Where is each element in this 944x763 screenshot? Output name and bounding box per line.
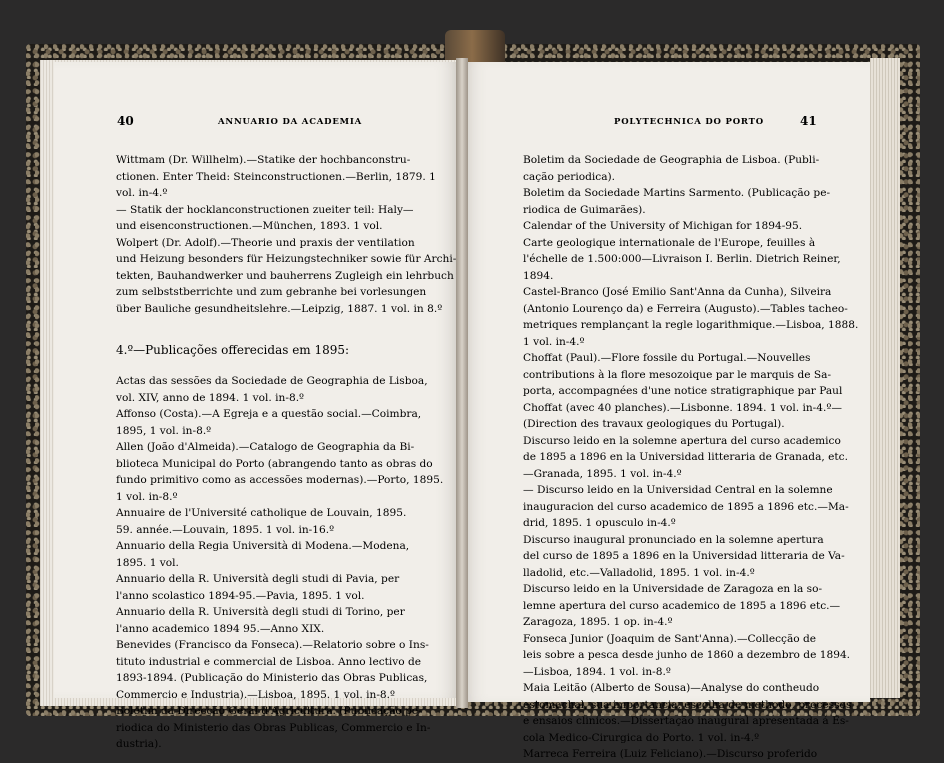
text-line: 1895. 1 vol. bbox=[116, 556, 179, 569]
text-line: Actas das sessões da Sociedade de Geographia de Lisboa, bbox=[116, 375, 428, 387]
text-line: dustria). bbox=[116, 738, 162, 750]
text-line: vol. XIV, anno de 1894. 1 vol. in-8.º bbox=[116, 391, 305, 404]
text-line: 1893-1894. (Publicação do Ministerio das Obras Publicas, bbox=[116, 672, 428, 684]
right-page-edges bbox=[870, 58, 900, 698]
right-page-text bbox=[523, 152, 859, 763]
text-line: inauguracion del curso academico de 1895 a 1896 etc.—Ma- bbox=[523, 500, 849, 513]
text-line: lladolid, etc.—Valladolid, 1895. 1 vol. in-4.º bbox=[523, 566, 755, 579]
text-line: Wittmam (Dr. Willhelm).—Statike der hochbanconstru- bbox=[116, 154, 411, 166]
section-gap bbox=[116, 365, 416, 373]
left-running-head: ANNUARIO DA ACADEMIA bbox=[218, 117, 362, 127]
text-line: Zaragoza, 1895. 1 op. in-4.º bbox=[523, 616, 673, 628]
text-line: — Discurso leido en la Universidad Central en la solemne bbox=[523, 484, 833, 496]
text-line: Boletim da Direcção Geral d'Agricultura. (Publicação pe- bbox=[116, 705, 422, 717]
text-line: fundo primitivo como as accessões modernas).—Porto, 1895. bbox=[116, 474, 444, 486]
right-page-number: 41 bbox=[800, 114, 817, 128]
text-line: Discurso inaugural pronunciado en la solemne apertura bbox=[523, 533, 824, 546]
text-line: tekten, Bauhandwerker und bauherrens Zugleigh ein lehrbuch bbox=[116, 269, 454, 282]
text-line: (Direction des travaux geologiques du Portugal). bbox=[523, 418, 785, 430]
text-line: l'anno academico 1894 95.—Anno XIX. bbox=[116, 622, 325, 635]
text-line: del curso de 1895 a 1896 en la Universidad litteraria de Va- bbox=[523, 550, 845, 562]
text-line: Allen (João d'Almeida).—Catalogo de Geographia da Bi- bbox=[116, 441, 415, 453]
text-line: estomachal, sua importancia, escolha de methodo, processos bbox=[523, 698, 852, 711]
text-line: Boletim da Sociedade de Geographia de Lisboa. (Publi- bbox=[523, 154, 820, 166]
text-line: Annuario della R. Università degli studi di Pavia, per bbox=[116, 573, 400, 585]
text-line: 1895, 1 vol. in-8.º bbox=[116, 424, 212, 437]
text-line: l'anno scolastico 1894-95.—Pavia, 1895. 1 vol. bbox=[116, 589, 365, 602]
text-line: Annuario della R. Università degli studi di Torino, per bbox=[116, 606, 405, 618]
text-line: Marreca Ferreira (Luiz Feliciano).—Discurso proferido bbox=[523, 748, 818, 760]
text-line: Carte geologique internationale de l'Europe, feuilles à bbox=[523, 236, 816, 249]
text-line: 1 vol. in-8.º bbox=[116, 490, 178, 503]
text-line: vol. in-4.º bbox=[116, 187, 168, 199]
text-line: Choffat (Paul).—Flore fossile du Portugal.—Nouvelles bbox=[523, 352, 811, 364]
text-line: tituto industrial e commercial de Lisboa. Anno lectivo de bbox=[116, 655, 422, 668]
text-line: und Heizung besonders für Heizungstechniker sowie für Archi- bbox=[116, 253, 457, 265]
text-line: Choffat (avec 40 planches).—Lisbonne. 1894. 1 vol. in-4.º— bbox=[523, 401, 842, 414]
text-line: Fonseca Junior (Joaquim de Sant'Anna).—Collecção de bbox=[523, 632, 817, 645]
text-line: porta, accompagnées d'une notice stratigraphique par Paul bbox=[523, 385, 843, 397]
text-line: zum selbststberrichte und zum gebranhe bei vorlesungen bbox=[116, 286, 427, 298]
text-line: —Lisboa, 1894. 1 vol. in-8.º bbox=[523, 665, 671, 678]
text-line: — Statik der hocklanconstructionen zueiter teil: Haly— bbox=[116, 203, 414, 216]
text-line: lemne apertura del curso academico de 1895 a 1896 etc.— bbox=[523, 599, 841, 612]
text-line: Boletim da Sociedade Martins Sarmento. (Publicação pe- bbox=[523, 187, 831, 199]
text-line: 1894. bbox=[523, 269, 554, 282]
text-line: riodica do Ministerio das Obras Publicas, Commercio e In- bbox=[116, 721, 431, 734]
text-line: Wolpert (Dr. Adolf).—Theorie und praxis der ventilation bbox=[116, 236, 415, 249]
right-running-head: POLYTECHNICA DO PORTO bbox=[614, 117, 764, 127]
text-line: ctionen. Enter Theid: Steinconstructionen.—Berlin, 1879. 1 bbox=[116, 170, 436, 183]
left-page-number: 40 bbox=[117, 114, 134, 128]
text-line: Calendar of the University of Michigan for 1894-95. bbox=[523, 220, 803, 232]
text-line: Annuaire de l'Université catholique de Louvain, 1895. bbox=[116, 507, 407, 519]
text-line: (Antonio Lourenço da) e Ferreira (Augusto).—Tables tacheo- bbox=[523, 302, 848, 315]
text-line: Castel-Branco (José Emilio Sant'Anna da Cunha), Silveira bbox=[523, 286, 832, 298]
section-gap bbox=[116, 317, 416, 335]
section-heading: 4.º—Publicações offerecidas em 1895: bbox=[116, 343, 350, 357]
text-line: metriques remplançant la regle logarithmique.—Lisboa, 1888. bbox=[523, 319, 859, 331]
book-gutter bbox=[456, 58, 468, 708]
text-line: cola Medico-Cirurgica do Porto. 1 vol. in-4.º bbox=[523, 731, 760, 744]
text-line: 1 vol. in-4.º bbox=[523, 335, 585, 348]
text-line: Maia Leitão (Alberto de Sousa)—Analyse do contheudo bbox=[523, 682, 820, 694]
text-line: Commercio e Industria).—Lisboa, 1895. 1 vol. in-8.º bbox=[116, 688, 396, 701]
text-line: Benevides (Francisco da Fonseca).—Relatorio sobre o Ins- bbox=[116, 639, 429, 651]
text-line: 59. année.—Louvain, 1895. 1 vol. in-16.º bbox=[116, 523, 335, 536]
text-line: blioteca Municipal do Porto (abrangendo tanto as obras do bbox=[116, 457, 433, 470]
text-line: leis sobre a pesca desde junho de 1860 a dezembro de 1894. bbox=[523, 649, 851, 661]
text-line: e ensaios clinicos.—Dissertação inaugural apresentada á Es- bbox=[523, 715, 849, 727]
text-line: und eisenconstructionen.—München, 1893. 1 vol. bbox=[116, 220, 383, 232]
text-line: Discurso leido en la Universidade de Zaragoza en la so- bbox=[523, 583, 823, 595]
left-page-text bbox=[116, 152, 457, 753]
text-line: cação periodica). bbox=[523, 170, 616, 183]
text-line: contributions à la flore mesozoique par le marquis de Sa- bbox=[523, 368, 832, 381]
text-line: de 1895 a 1896 en la Universidad litteraria de Granada, etc. bbox=[523, 451, 848, 463]
text-line: Affonso (Costa).—A Egreja e a questão social.—Coimbra, bbox=[116, 408, 422, 420]
text-line: l'échelle de 1.500:000—Livraison I. Berlin. Dietrich Reiner, bbox=[523, 253, 841, 265]
text-line: Discurso leido en la solemne apertura del curso academico bbox=[523, 434, 841, 447]
text-line: —Granada, 1895. 1 vol. in-4.º bbox=[523, 467, 682, 480]
text-line: riodica de Guimarães). bbox=[523, 203, 646, 216]
text-line: über Bauliche gesundheitslehre.—Leipzig, 1887. 1 vol. in 8.º bbox=[116, 302, 443, 315]
text-line: drid, 1895. 1 opusculo in-4.º bbox=[523, 517, 676, 529]
text-line: Annuario della Regia Università di Modena.—Modena, bbox=[116, 540, 410, 552]
